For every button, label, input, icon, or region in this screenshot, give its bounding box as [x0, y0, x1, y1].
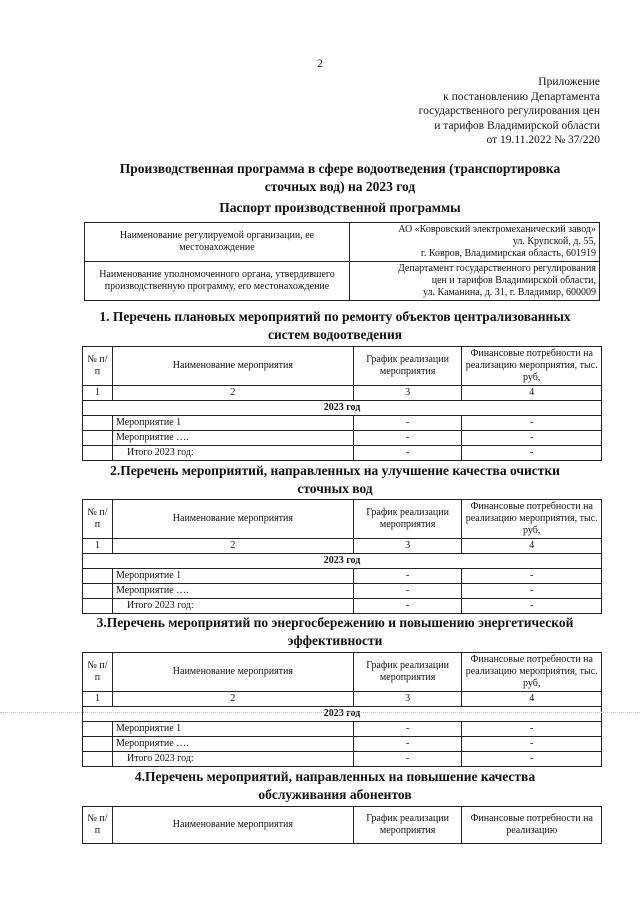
col-name-header: Наименование мероприятия: [112, 807, 353, 844]
section-title-line: 3.Перечень мероприятий по энергосбережению и повышению энергетической: [96, 615, 574, 630]
document-title-line: сточных вод) на 2023 год: [264, 179, 416, 194]
section-3-table: [82, 652, 602, 767]
appendix-line: Приложение: [538, 76, 600, 88]
total-finance: -: [462, 446, 602, 461]
passport-org-line: АО «Ковровский электромеханический завод»: [398, 224, 596, 235]
section-title-line: эффективности: [287, 633, 383, 648]
item-finance: -: [462, 431, 602, 446]
col-index: 2: [112, 539, 353, 554]
item-schedule: -: [353, 416, 462, 431]
section-2-table: [82, 499, 602, 614]
section-title-line: 1. Перечень плановых мероприятий по ремонту объектов централизованных: [99, 309, 571, 324]
section-2-title: [70, 462, 600, 498]
total-row: [83, 446, 602, 461]
col-index: 1: [83, 692, 113, 707]
table-row: [83, 416, 602, 431]
col-num-header: № п/п: [83, 807, 113, 844]
passport-org-line: ул. Крупской, д. 55,: [512, 236, 596, 247]
document-title: [80, 160, 600, 196]
table-row: [83, 722, 602, 737]
appendix-line: к постановлению Департамента: [443, 90, 600, 103]
passport-authority-value: [350, 262, 600, 301]
item-name: Мероприятие ….: [112, 737, 353, 752]
total-schedule: -: [353, 599, 462, 614]
col-index: 3: [353, 692, 462, 707]
total-label: Итого 2023 год:: [112, 599, 353, 614]
section-title-line: обслуживания абонентов: [258, 787, 412, 802]
item-schedule: -: [353, 722, 462, 737]
item-finance: -: [462, 569, 602, 584]
col-num-header: № п/п: [83, 500, 113, 539]
col-schedule-header: График реализации мероприятия: [353, 347, 462, 386]
section-title-line: сточных вод: [297, 481, 373, 496]
table-row: [83, 431, 602, 446]
col-finance-header: Финансовые потребности на реализацию мероприятия, тыс. руб,: [462, 500, 602, 539]
item-name: Мероприятие 1: [112, 416, 353, 431]
total-schedule: -: [353, 752, 462, 767]
section-1-table: [82, 346, 602, 461]
item-name: Мероприятие ….: [112, 584, 353, 599]
item-schedule: -: [353, 584, 462, 599]
total-row: [83, 599, 602, 614]
col-finance-header: Финансовые потребности на реализацию мероприятия, тыс. руб,: [462, 347, 602, 386]
col-index: 3: [353, 386, 462, 401]
item-finance: -: [462, 722, 602, 737]
total-finance: -: [462, 599, 602, 614]
section-1-title: [70, 308, 600, 344]
total-finance: -: [462, 752, 602, 767]
col-num-header: № п/п: [83, 347, 113, 386]
total-label: Итого 2023 год:: [112, 446, 353, 461]
col-index: 4: [462, 539, 602, 554]
scan-artifact-line: [0, 712, 640, 713]
section-3-title: [70, 614, 600, 650]
col-finance-header: Финансовые потребности на реализацию мероприятия, тыс. руб,: [462, 653, 602, 692]
passport-title: Паспорт производственной программы: [219, 200, 461, 215]
col-schedule-header: График реализации мероприятия: [353, 653, 462, 692]
col-index: 3: [353, 539, 462, 554]
col-index: 1: [83, 386, 113, 401]
section-title-line: 2.Перечень мероприятий, направленных на улучшение качества очистки: [110, 463, 560, 478]
appendix-block: [360, 75, 600, 148]
passport-org-line: г. Ковров, Владимирская область, 601919: [420, 248, 596, 259]
passport-org-label: Наименование регулируемой организации, ее местонахождение: [85, 223, 350, 262]
col-num-header: № п/п: [83, 653, 113, 692]
item-name: Мероприятие 1: [112, 569, 353, 584]
year-row: 2023 год: [83, 401, 602, 416]
passport-authority-line: Департамент государственного регулирования: [397, 263, 596, 274]
item-finance: -: [462, 737, 602, 752]
item-schedule: -: [353, 737, 462, 752]
section-4-title: [70, 768, 600, 804]
section-title-line: систем водоотведения: [267, 327, 403, 342]
appendix-line: государственного регулирования цен: [418, 105, 600, 117]
col-schedule-header: График реализации мероприятия: [353, 500, 462, 539]
passport-authority-label: Наименование уполномоченного органа, утвердившего производственную программу, его местонахождение: [85, 262, 350, 301]
passport-org-value: [350, 223, 600, 262]
passport-authority-line: ул. Каманина, д. 31, г. Владимир, 600009: [423, 287, 596, 298]
col-index: 4: [462, 386, 602, 401]
col-finance-header: Финансовые потребности на реализацию: [462, 807, 602, 844]
item-finance: -: [462, 416, 602, 431]
col-name-header: Наименование мероприятия: [112, 653, 353, 692]
total-label: Итого 2023 год:: [112, 752, 353, 767]
item-finance: -: [462, 584, 602, 599]
col-index: 2: [112, 386, 353, 401]
passport-authority-line: цен и тарифов Владимирской области,: [431, 275, 596, 286]
page-number: 2: [317, 56, 323, 70]
document-title-line: Производственная программа в сфере водоотведения (транспортировка: [119, 161, 561, 176]
item-schedule: -: [353, 431, 462, 446]
col-index: 2: [112, 692, 353, 707]
appendix-line: и тарифов Владимирской области: [434, 119, 600, 132]
item-schedule: -: [353, 569, 462, 584]
item-name: Мероприятие ….: [112, 431, 353, 446]
col-index: 4: [462, 692, 602, 707]
passport-table: [84, 222, 600, 301]
section-4-table: [82, 806, 602, 844]
col-name-header: Наименование мероприятия: [112, 500, 353, 539]
total-schedule: -: [353, 446, 462, 461]
item-name: Мероприятие 1: [112, 722, 353, 737]
col-name-header: Наименование мероприятия: [112, 347, 353, 386]
appendix-line: от 19.11.2022 № 37/220: [486, 134, 600, 146]
total-row: [83, 752, 602, 767]
col-schedule-header: График реализации мероприятия: [353, 807, 462, 844]
section-title-line: 4.Перечень мероприятий, направленных на повышение качества: [134, 769, 536, 784]
table-row: [83, 737, 602, 752]
year-row: 2023 год: [83, 554, 602, 569]
col-index: 1: [83, 539, 113, 554]
table-row: [83, 584, 602, 599]
year-row: 2023 год: [83, 707, 602, 722]
table-row: [83, 569, 602, 584]
